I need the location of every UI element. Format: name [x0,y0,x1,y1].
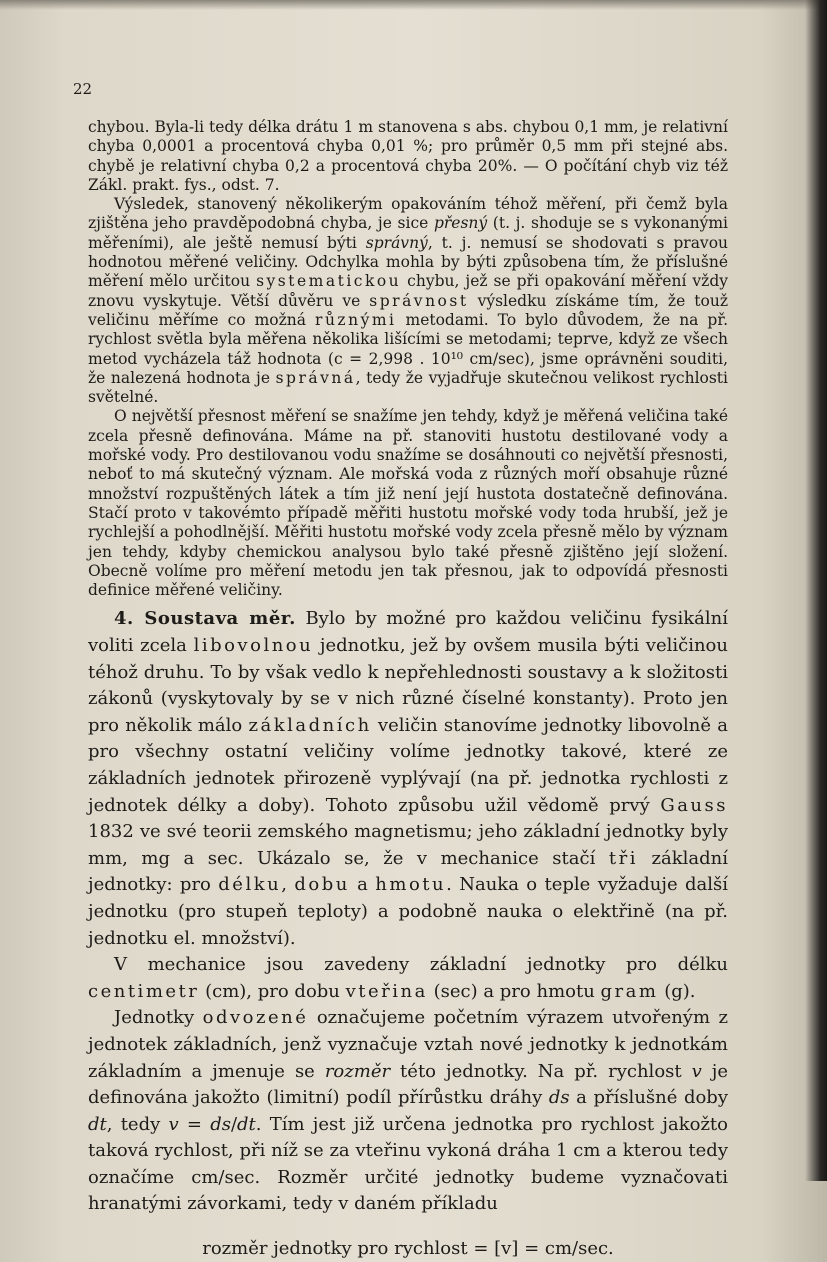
term-delku: délku [218,874,282,896]
term-gauss: Gauss [660,794,728,816]
term-dobu: dobu [294,874,350,896]
var-v: v [691,1060,702,1082]
paragraph-error-example: chybou. Byla-li tedy délka drátu 1 m stanovena s abs. chybou 0,1 mm, je relativní chyba 0,0001 a procentová chyba 0,01 %; pro průměr 0,5 mm při stejné abs. chybě je relativní chyba 0,2 a procentová chyba 20%. — O počítání chyb viz též Zákl. prakt. fys., odst. 7. [88,118,728,194]
term-centimetr: centimetr [88,980,200,1002]
term-ruznymi: různými [315,310,397,329]
scan-top-shadow [0,0,827,10]
section-heading: 4. Soustava měr. [114,608,296,630]
page-body [88,118,728,1262]
term-spravnost: správnost [369,291,469,310]
term-odvozene: odvozené [202,1007,309,1029]
var-dt-eq: dt [237,1113,256,1135]
paragraph-precision-definition: O největší přesnost měření se snažíme jen tehdy, když je měřená veličina také zcela přesně definována. Máme na př. stanoviti hustotu destilované vody a mořské vody. Pro destilovanou vodu snažíme se dosáhnouti co největší přesnosti, neboť to má skutečný význam. Ale mořská voda z různých moří obsahuje různé množství rozpuštěných látek a tím již není její hustota dostatečně definována. Stačí proto v takovémto případě měřiti hustotu mořské vody toda hrubší, jež je rychlejší a pohodlnější. Měřiti hustotu mořské vody zcela přesně mělo by význam jen tehdy, kdyby chemickou analysou bylo také přesně zjištěno její složení. Obecně volíme pro měření metodu jen tak přesnou, jak to odpovídá přesnosti definice měřené veličiny. [88,407,728,600]
paragraph-mechanics-units: V mechanice jsou zavedeny základní jednotky pro délku centimetr (cm), pro dobu vteřina (sec) a pro hmotu gram (g). [88,954,728,1002]
paragraph-derived-units: Jednotky odvozené označujeme početním výrazem utvořeným z jednotek základních, jenž vyznačuje vztah nové jednotky k jednotkám základním a jmenuje se rozměr této jednotky. Na př. rychlost v je definována jakožto (limitní) podíl přírůstku dráhy ds a příslušné doby dt, tedy v = ds/dt. Tím jest již určena jednotka pro rychlost jakožto taková rychlost, při níž se za vteřinu vykoná dráha 1 cm a kterou tedy označíme cm/sec. Rozměr určité jednotky budeme vyznačovati hranatými závorkami, tedy v daném příkladu [88,1007,729,1215]
var-ds-eq: ds [210,1113,231,1135]
paragraph-system-of-units: 4. Soustava měr. Bylo by možné pro každou veličinu fysikální voliti zcela libovolnou jednotku, jež by ovšem musila býti veličinou téhož druhu. To by však vedlo k nepřehlednosti soustavy a k složitosti zákonů (vyskytovaly by se v nich různé číselné konstanty). Proto jen pro několik málo základních veličin stanovíme jednotky libovolně a pro všechny ostatní veličiny volíme jednotky takové, které ze základních jednotek přirozeně vyplývají (na př. jednotka rychlosti z jednotek délky a doby). Tohoto způsobu užil vědomě prvý Gauss 1832 ve své teorii zemského magnetismu; jeho základní jednotky byly mm, mg a sec. Ukázalo se, že v mechanice stačí tři základní jednotky: pro délku, dobu a hmotu. Nauka o teple vyžaduje další jednotku (pro stupeň teploty) a podobně nauka o elektřině (na př. jednotku el. množství). [88,608,729,949]
var-ds: ds [548,1087,570,1109]
term-hmotu: hmotu [375,874,447,896]
term-systematickou: systematickou [256,272,402,291]
term-presny: přesný [433,214,488,233]
term-vterina: vteřina [345,980,428,1002]
term-rozmer: rozměr [324,1060,391,1082]
term-gram: gram [600,980,659,1002]
term-libovolnou: libovolnou [193,635,314,657]
term-spravny: správný [365,233,428,252]
scan-right-edge [805,0,827,1181]
formula-velocity-dimension: rozměr jednotky pro rychlost = [v] = cm/sec. [202,1238,614,1260]
paragraph-accuracy-vs-correctness: Výsledek, stanovený několikerým opakováním téhož měření, při čemž byla zjištěna jeho pravděpodobná chyba, je sice přesný (t. j. shoduje se s vykonanými měřeními), ale ještě nemusí býti správný, t. j. nemusí se shodovati s pravou hodnotou měřené veličiny. Odchylka mohla by býti způsobena tím, že příslušné měření mělo určitou systematickou chybu, jež se při opakování měření vždy znovu vyskytuje. Větší důvěru ve správnost výsledku získáme tím, že touž veličinu měříme co možná různými metodami. To bylo důvodem, že na př. rychlost světla byla měřena několika lišícími se metodami; teprve, když ze všech metod vycházela táž hodnota (c = 2,998 . 10¹⁰ cm/sec), jsme oprávněni souditi, že nalezená hodnota je správná, tedy že vyjadřuje skutečnou velikost rychlosti světelné. [88,195,729,407]
page-number: 22 [73,80,93,98]
term-spravna: správná [275,368,356,387]
term-tri: tři [608,847,638,869]
term-zakladnich: základních [248,714,372,736]
var-v-eq: v [168,1113,179,1135]
var-dt: dt [88,1113,107,1135]
